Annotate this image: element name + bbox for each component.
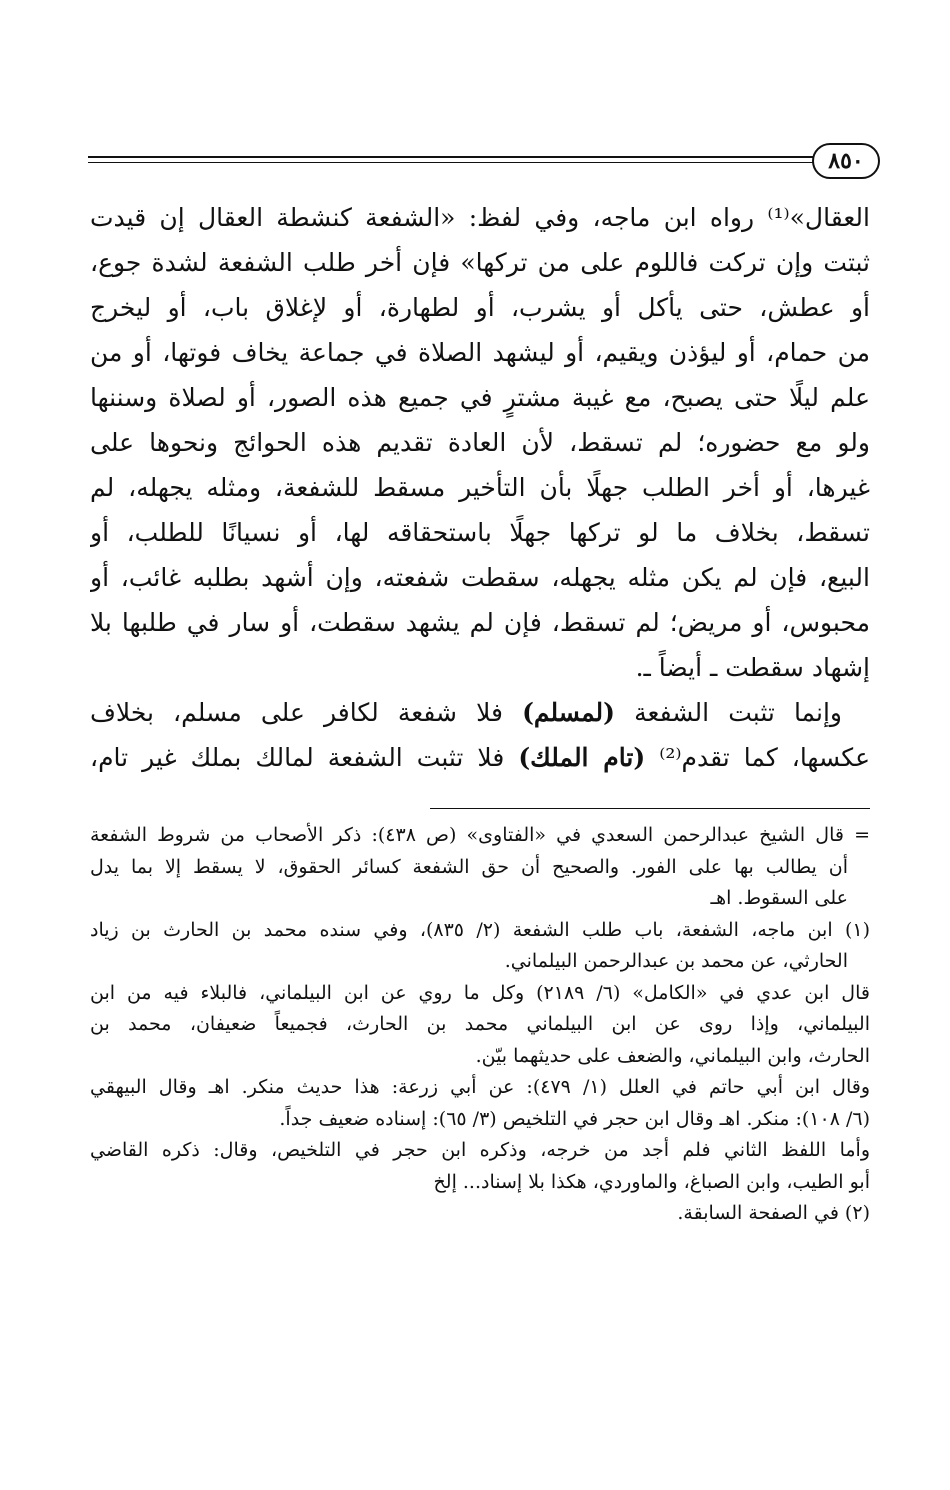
header-rule [88,150,818,170]
footnote-line: وقال ابن أبي حاتم في العلل (١/ ٤٧٩): عن أبي زرعة: هذا حديث منكر. اهـ وقال البيهقي [90,1076,870,1098]
footnote-line: البيلماني، وإذا روى عن ابن البيلماني محمد بن الحارث، فجميعاً ضعيفان، محمد بن [90,1013,870,1035]
footnote-line: الحارثي، عن محمد بن عبدالرحمن البيلماني. [504,950,848,972]
bold-term-muslim: (لمسلم) [522,698,616,727]
footnote-line: الحارث، وابن البيلماني، والضعف على حديثهما بيّن. [475,1044,870,1067]
para2-text: وإنما تثبت الشفعة [615,698,842,727]
footnote-line: (٢) في الصفحة السابقة. [677,1202,870,1224]
text-line: إشهاد سقطت ـ أيضاً ـ. [635,653,870,682]
header-rule-thin [88,162,818,163]
footnote-line: أن يطالب بها على الفور. والصحيح أن حق الشفعة كسائر الحقوق، لا يسقط إلا بما يدل [90,855,848,878]
text-line: العقال»⁽¹⁾ رواه ابن ماجه، وفي لفظ: «الشفعة كنشطة العقال إن قيدت [90,203,870,232]
footnote-line: أبو الطيب، وابن الصباغ، والماوردي، هكذا بلا إسناد... إلخ [433,1170,870,1193]
text-line: علم ليلًا حتى يصبح، مع غيبة مشترٍ في جميع هذه الصور، أو لصلاة وسننها [90,383,870,412]
footnote-line: على السقوط. اهـ [710,887,848,909]
text-line: أو عطش، حتى يأكل أو يشرب، أو لطهارة، أو لإغلاق باب، أو ليخرج [90,293,870,322]
bold-term-full-ownership: (تام الملك) [518,743,646,772]
para2-text: فلا شفعة لكافر على مسلم، بخلاف [90,698,523,727]
para2-text: عكسها، كما تقدم⁽²⁾ [645,743,870,772]
header-rule-thick [88,156,818,158]
paragraph-2-line-2 [90,735,870,780]
text-line: محبوس، أو مريض؛ لم تسقط، فإن لم يشهد سقطت، أو سار في طلبها بلا [90,608,870,637]
text-line: غيرها، أو أخر الطلب جهلًا بأن التأخير مسقط للشفعة، ومثله يجهله، لم [90,473,870,502]
text-line: تسقط، بخلاف ما لو تركها جهلًا باستحقاقه لها، أو نسيانًا للطلب، أو [90,518,870,547]
footnote-divider [430,808,870,809]
footnote-line: (٦/ ١٠٨): منكر. اهـ وقال ابن حجر في التلخيص (٣/ ٦٥): إسناده ضعيف جداً. [279,1107,870,1130]
page-number: ٨٥٠ [812,143,880,179]
footnote-line: وأما اللفظ الثاني فلم أجد من خرجه، وذكره ابن حجر في التلخيص، وقال: ذكره القاضي [90,1139,870,1161]
text-line: ثبتت وإن تركت فاللوم على من تركها» فإن أخر طلب الشفعة لشدة جوع، [90,248,870,277]
footnote-line: (١) ابن ماجه، الشفعة، باب طلب الشفعة (٢/ ٨٣٥)، وفي سنده محمد بن الحارث بن زياد [90,918,870,941]
footnote-line: = قال الشيخ عبدالرحمن السعدي في «الفتاوى» (ص ٤٣٨): ذكر الأصحاب من شروط الشفعة [90,824,870,846]
text-line: ولو مع حضوره؛ لم تسقط، لأن العادة تقديم هذه الحوائج ونحوها على [90,428,870,457]
paragraph-2-line-1 [90,690,870,735]
para2-text: فلا تثبت الشفعة لمالك بملك غير تام، [90,743,519,772]
text-line: البيع، فإن لم يكن مثله يجهله، سقطت شفعته، وإن أشهد بطلبه غائب، أو [90,563,870,592]
text-line: من حمام، أو ليؤذن ويقيم، أو ليشهد الصلاة في جماعة يخاف فوتها، أو من [90,338,870,367]
footnote-line: قال ابن عدي في «الكامل» (٦/ ٢١٨٩) وكل ما روي عن ابن البيلماني، فالبلاء فيه من ابن [90,981,870,1004]
footnotes [90,820,870,1230]
main-text [90,195,870,780]
